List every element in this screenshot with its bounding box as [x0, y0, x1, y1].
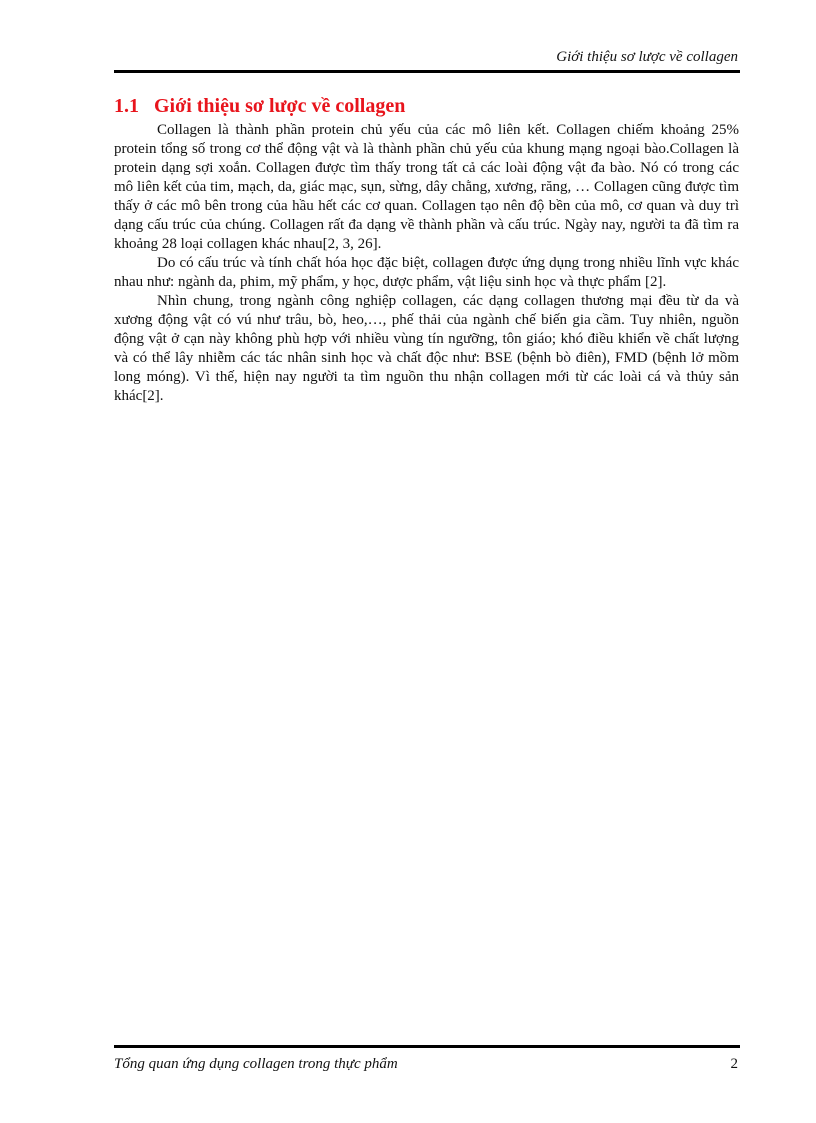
paragraph-3: Nhìn chung, trong ngành công nghiệp collagen, các dạng collagen thương mại đều từ da và xương động vật có vú như trâu, bò, heo,…, phế thải của ngành chế biến gia cầm. Tuy nhiên, nguồn động vật ở cạn này không phù hợp với nhiều vùng tín ngưỡng, tôn giáo; khó điều khiển về chất lượng và có thể lây nhiễm các tác nhân sinh học và chất độc như: BSE (bệnh bò điên), FMD (bệnh lở mồm long móng). Vì thế, hiện nay người ta tìm nguồn thu nhận collagen mới từ các loài cá và thủy sản khác[2]. — [114, 293, 739, 404]
page-number: 2 — [730, 1056, 738, 1072]
footer-divider — [114, 1045, 740, 1048]
running-header: Giới thiệu sơ lược về collagen — [556, 49, 738, 65]
section-heading — [114, 94, 738, 118]
paragraph-2: Do có cấu trúc và tính chất hóa học đặc biệt, collagen được ứng dụng trong nhiều lĩnh vực khác nhau như: ngành da, phim, mỹ phẩm, y học, dược phẩm, vật liệu sinh học và thực phẩm [2]. — [114, 255, 739, 290]
section-title: Giới thiệu sơ lược về collagen — [154, 95, 406, 117]
header-divider — [114, 70, 740, 73]
section-number: 1.1 — [114, 95, 139, 117]
footer-title: Tổng quan ứng dụng collagen trong thực phẩm — [114, 1056, 398, 1072]
paragraph-1: Collagen là thành phần protein chủ yếu của các mô liên kết. Collagen chiếm khoảng 25% protein tổng số trong cơ thể động vật và là thành phần chủ yếu của khung mạng ngoại bào.Collagen là protein dạng sợi xoắn. Collagen được tìm thấy trong tất cả các loài động vật đa bào. Nó có trong các mô liên kết của tim, mạch, da, giác mạc, sụn, sừng, dây chằng, xương, răng, … Collagen cũng được tìm thấy ở các mô bên trong của hầu hết các cơ quan. Collagen tạo nên độ bền của mô, cơ quan và duy trì dạng cấu trúc của chúng. Collagen rất đa dạng về thành phần và cấu trúc. Ngày nay, người ta đã tìm ra khoảng 28 loại collagen khác nhau[2, 3, 26]. — [114, 122, 739, 252]
body-text — [114, 121, 739, 406]
